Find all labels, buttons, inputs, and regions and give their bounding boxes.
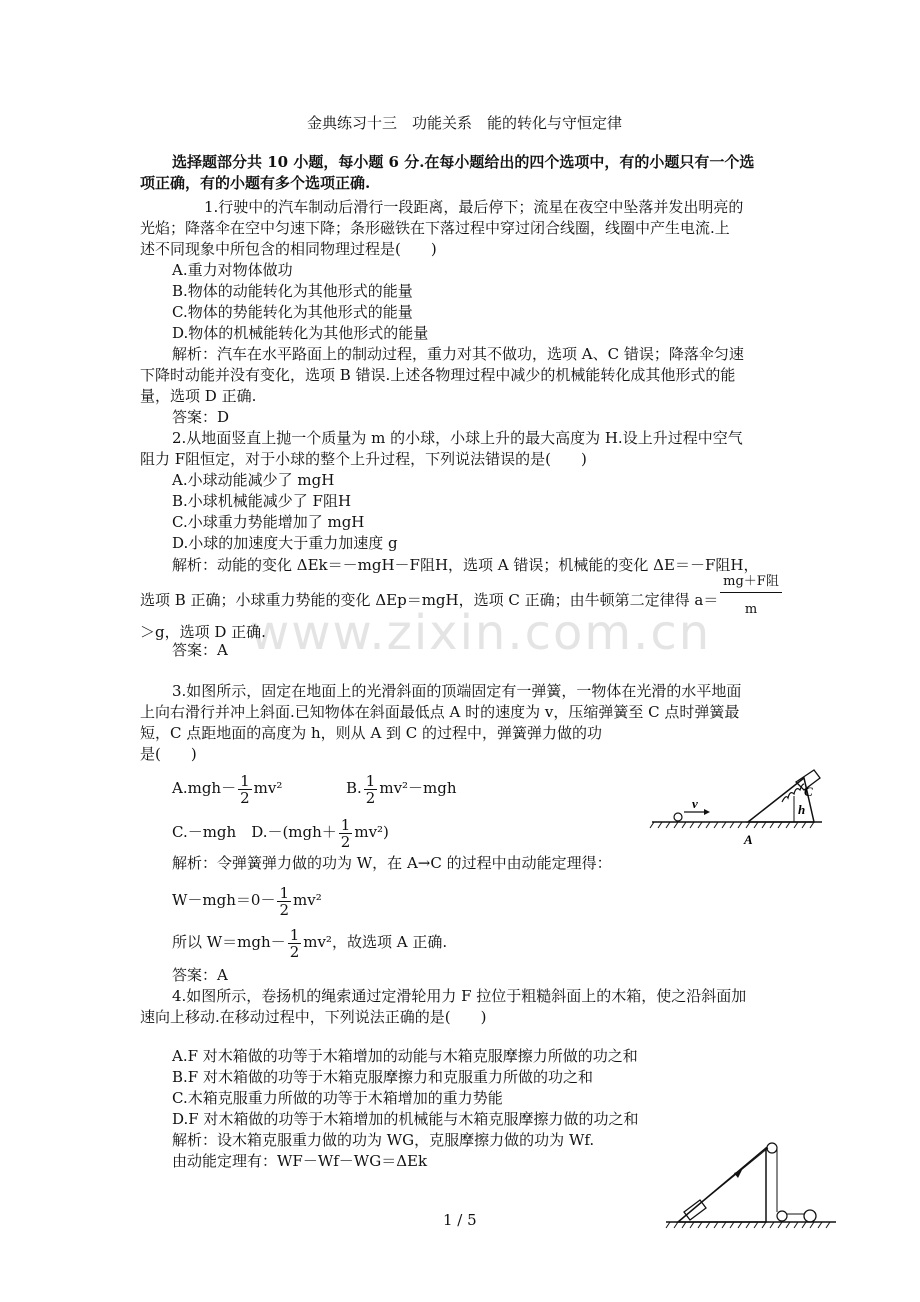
q4-option-a: A.F 对木箱做的功等于木箱增加的动能与木箱克服摩擦力所做的功之和 (172, 1047, 638, 1065)
frac-den: 2 (279, 900, 289, 919)
ball (674, 813, 682, 821)
ground-hatch (650, 822, 814, 828)
q2-stem-1: 2.从地面竖直上抛一个质量为 m 的小球，小球上升的最大高度为 H.设上升过程中空气 (172, 429, 743, 447)
q2-option-b: B.小球机械能减少了 F阻H (172, 492, 352, 510)
q2-option-d: D.小球的加速度大于重力加速度 g (172, 534, 398, 552)
fraction (288, 927, 302, 960)
ground-hatch (666, 1222, 830, 1228)
label-h: h (798, 802, 806, 817)
q3-equation-1 (172, 880, 322, 920)
frac-num: 1 (289, 925, 300, 944)
q1-answer: 答案：D (172, 408, 230, 426)
q1-analysis-2: 下降时动能并没有变化，选项 B 错误.上述各物理过程中减少的机械能转化成其他形式的能 (140, 366, 736, 384)
q3-option-b-label: B. (346, 779, 362, 797)
intro-line-2: 项正确，有的小题有多个选项正确. (140, 174, 371, 192)
frac-num: 1 (365, 771, 376, 790)
q4-stem-2: 速向上移动.在移动过程中，下列说法正确的是( ) (140, 1008, 487, 1026)
q2-stem-2: 阻力 F阻恒定，对于小球的整个上升过程，下列说法错误的是( ) (140, 450, 587, 468)
page-number: 1 / 5 (443, 1211, 477, 1229)
q4-option-b: B.F 对木箱做的功等于木箱克服摩擦力和克服重力所做的功之和 (172, 1068, 593, 1086)
fraction (238, 773, 252, 806)
incline-spring-figure (648, 766, 828, 850)
eq1-right: mv² (293, 891, 322, 909)
q1-stem-1: 1.行驶中的汽车制动后滑行一段距离，最后停下；流星在夜空中坠落并发出明亮的 (204, 198, 744, 216)
frac-den: 2 (289, 942, 300, 961)
q1-option-d: D.物体的机械能转化为其他形式的能量 (172, 324, 429, 342)
q3-stem-1: 3.如图所示，固定在地面上的光滑斜面的顶端固定有一弹簧，一物体在光滑的水平地面 (172, 682, 742, 700)
q2-answer: 答案：A (172, 641, 228, 659)
q1-option-b: B.物体的动能转化为其他形式的能量 (172, 282, 413, 300)
q1-stem-3: 述不同现象中所包含的相同物理过程是( ) (140, 240, 437, 258)
q3-option-cd (172, 812, 389, 852)
rope-incline (702, 1148, 768, 1202)
frac-den: 2 (365, 788, 376, 807)
fraction (277, 885, 291, 918)
frac-num: 1 (279, 883, 289, 902)
q3-answer: 答案：A (172, 966, 228, 984)
q1-analysis-1: 解析：汽车在水平路面上的制动过程，重力对其不做功，选项 A、C 错误；降落伞匀速 (172, 345, 744, 363)
watermark: www.zixin.com.cn (250, 605, 712, 661)
label-a: A (744, 832, 753, 847)
q1-stem-2: 光焰；降落伞在空中匀速下降；条形磁铁在下落过程中穿过闭合线圈，线圈中产生电流.上 (140, 219, 730, 237)
q4-option-c: C.木箱克服重力所做的功等于木箱增加的重力势能 (172, 1089, 503, 1107)
q4-stem-1: 4.如图所示，卷扬机的绳索通过定滑轮用力 F 拉位于粗糙斜面上的木箱，使之沿斜面加 (172, 987, 747, 1005)
q2-analysis-3: ＞g，选项 D 正确. (140, 623, 266, 641)
q2-frac-numerator: mg＋F阻 (720, 572, 782, 593)
q2-frac-denominator: m (744, 602, 758, 617)
q3-stem-2: 上向右滑行并冲上斜面.已知物体在斜面最低点 A 时的速度为 v，压缩弹簧至 C 点时弹簧最 (140, 703, 740, 721)
q3-stem-3: 短，C 点距地面的高度为 h，则从 A 到 C 的过程中，弹簧弹力做的功 (140, 724, 603, 742)
label-c: C (804, 784, 813, 799)
q4-analysis-1: 解析：设木箱克服重力做的功为 WG，克服摩擦力做的功为 Wf. (172, 1131, 595, 1149)
q3-option-a (172, 768, 282, 808)
winch-pulley-figure (664, 1138, 840, 1232)
q3-stem-4: 是( ) (140, 745, 197, 763)
guide-pulley (777, 1211, 787, 1221)
eq2-left: 所以 W＝mgh－ (172, 933, 286, 951)
label-v: v (692, 796, 698, 811)
velocity-arrowhead (704, 809, 710, 815)
frac-num: 1 (240, 771, 250, 790)
q3-option-a-tail: mv² (253, 779, 283, 797)
eq2-right: mv²，故选项 A 正确. (303, 933, 448, 951)
q2-analysis-1: 解析：动能的变化 ΔEk＝－mgH－F阻H，选项 A 错误；机械能的变化 ΔE＝－F阻H， (172, 556, 759, 574)
fraction (364, 773, 378, 806)
q2-option-a: A.小球动能减少了 mgH (172, 471, 335, 489)
frac-num: 1 (340, 815, 351, 834)
q1-option-c: C.物体的势能转化为其他形式的能量 (172, 303, 413, 321)
q3-option-b (346, 768, 457, 808)
fraction (339, 817, 353, 850)
q3-equation-2 (172, 922, 447, 962)
wooden-box (684, 1200, 706, 1220)
q3-option-a-label: A.mgh－ (172, 779, 237, 797)
frac-den: 2 (240, 788, 250, 807)
page-title: 金典练习十三 功能关系 能的转化与守恒定律 (307, 114, 623, 132)
q3-option-cd-label: C.－mgh D.－(mgh＋ (172, 823, 337, 841)
q3-option-d-tail: mv²) (354, 823, 389, 841)
intro-line-1: 选择题部分共 10 小题，每小题 6 分.在每小题给出的四个选项中，有的小题只有一个选 (172, 153, 755, 171)
fixed-pulley (767, 1143, 777, 1153)
winch-drum (804, 1210, 816, 1222)
frac-den: 2 (340, 832, 351, 851)
q3-analysis-1: 解析：令弹簧弹力做的功为 W，在 A→C 的过程中由动能定理得： (172, 854, 612, 872)
q2-option-c: C.小球重力势能增加了 mgH (172, 513, 365, 531)
q1-analysis-3: 量，选项 D 正确. (140, 387, 257, 405)
q3-option-b-tail: mv²－mgh (379, 779, 457, 797)
q2-analysis-2: 选项 B 正确；小球重力势能的变化 ΔEp＝mgH，选项 C 正确；由牛顿第二定律得 a＝ (140, 591, 719, 609)
q1-option-a: A.重力对物体做功 (172, 261, 293, 279)
q4-option-d: D.F 对木箱做的功等于木箱增加的机械能与木箱克服摩擦力做的功之和 (172, 1110, 639, 1128)
q4-analysis-2: 由动能定理有：WF－Wf－WG＝ΔEk (172, 1152, 428, 1170)
eq1-left: W－mgh＝0－ (172, 891, 276, 909)
